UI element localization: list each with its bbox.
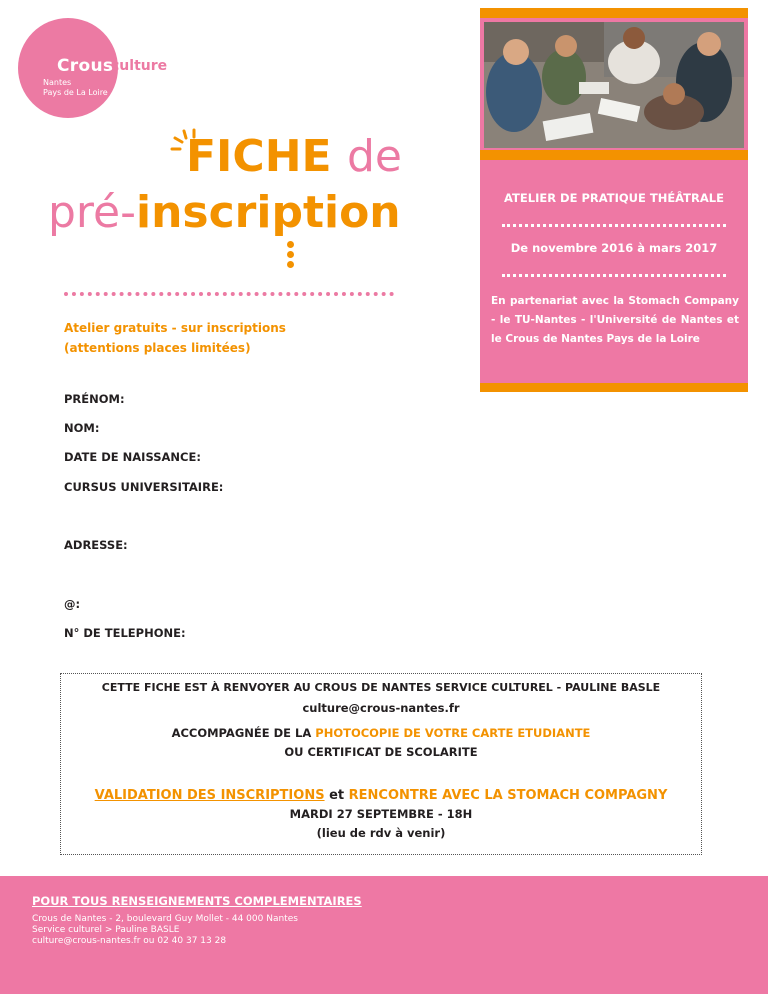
footer-contact[interactable]: culture@crous-nantes.fr ou 02 40 37 13 28 bbox=[32, 936, 227, 946]
panel-top-bar bbox=[480, 8, 748, 18]
logo-region: Pays de La Loire bbox=[43, 88, 108, 97]
field-date-naissance: DATE DE NAISSANCE: bbox=[64, 450, 201, 464]
et-text: et bbox=[329, 788, 345, 803]
title-line-1 bbox=[186, 132, 402, 182]
logo-subtitle bbox=[43, 78, 108, 98]
title-de: de bbox=[346, 131, 402, 182]
field-prenom: PRÉNOM: bbox=[64, 392, 125, 406]
logo-city: Nantes bbox=[43, 78, 72, 87]
footer-title: POUR TOUS RENSEIGNEMENTS COMPLEMENTAIRES bbox=[32, 894, 362, 908]
field-adresse: ADRESSE: bbox=[64, 538, 128, 552]
field-email: @: bbox=[64, 597, 81, 611]
notice-line-2: (attentions places limitées) bbox=[64, 341, 251, 355]
footer-address: Crous de Nantes - 2, boulevard Guy Mollet - 44 000 Nantes bbox=[32, 914, 298, 924]
logo-crous-text: Crous bbox=[57, 56, 114, 76]
workshop-dates: De novembre 2016 à mars 2017 bbox=[510, 241, 718, 255]
title-line-2 bbox=[48, 188, 401, 238]
title-pre: pré- bbox=[48, 187, 136, 238]
partnership-text: En partenariat avec la Stomach Company - le TU-Nantes - l'Université de Nantes et le Crous de Nantes Pays de la Loire bbox=[491, 295, 739, 345]
free-workshop-notice bbox=[64, 318, 286, 358]
field-cursus: CURSUS UNIVERSITAIRE: bbox=[64, 480, 224, 494]
field-nom: NOM: bbox=[64, 421, 100, 435]
vertical-dots-decoration bbox=[287, 241, 295, 271]
title-fiche: FICHE bbox=[186, 131, 332, 182]
panel-mid-bar bbox=[480, 150, 748, 160]
contact-email[interactable]: culture@crous-nantes.fr bbox=[302, 701, 460, 715]
rencontre-text: RENCONTRE AVEC LA STOMACH COMPAGNY bbox=[348, 788, 668, 803]
dotted-divider bbox=[64, 292, 394, 299]
attachment-highlight: PHOTOCOPIE DE VOTRE CARTE ETUDIANTE bbox=[315, 726, 591, 740]
footer-service: Service culturel > Pauline BASLE bbox=[32, 925, 180, 935]
send-instructions: CETTE FICHE EST À RENVOYER AU CROUS DE NANTES SERVICE CULTUREL - PAULINE BASLE bbox=[101, 681, 661, 694]
panel-dotted-divider bbox=[502, 224, 726, 227]
panel-bottom-bar bbox=[480, 383, 748, 392]
field-telephone: N° DE TELEPHONE: bbox=[64, 626, 186, 640]
meeting-line bbox=[60, 788, 702, 803]
attachment-prefix: ACCOMPAGNÉE DE LA bbox=[171, 726, 312, 740]
workshop-title: ATELIER DE PRATIQUE THÉÂTRALE bbox=[504, 191, 724, 205]
notice-line-1: Atelier gratuits - sur inscriptions bbox=[64, 321, 286, 335]
validation-text: VALIDATION DES INSCRIPTIONS bbox=[94, 788, 325, 803]
attachment-line bbox=[60, 726, 702, 740]
logo-culture-text: culture bbox=[111, 58, 168, 74]
meeting-location: (lieu de rdv à venir) bbox=[316, 826, 446, 840]
title-inscription: inscription bbox=[136, 187, 401, 238]
panel-dotted-divider bbox=[502, 274, 726, 277]
workshop-photo bbox=[484, 22, 744, 148]
meeting-date: MARDI 27 SEPTEMBRE - 18H bbox=[289, 807, 473, 821]
certificate-line: OU CERTIFICAT DE SCOLARITE bbox=[284, 745, 478, 759]
